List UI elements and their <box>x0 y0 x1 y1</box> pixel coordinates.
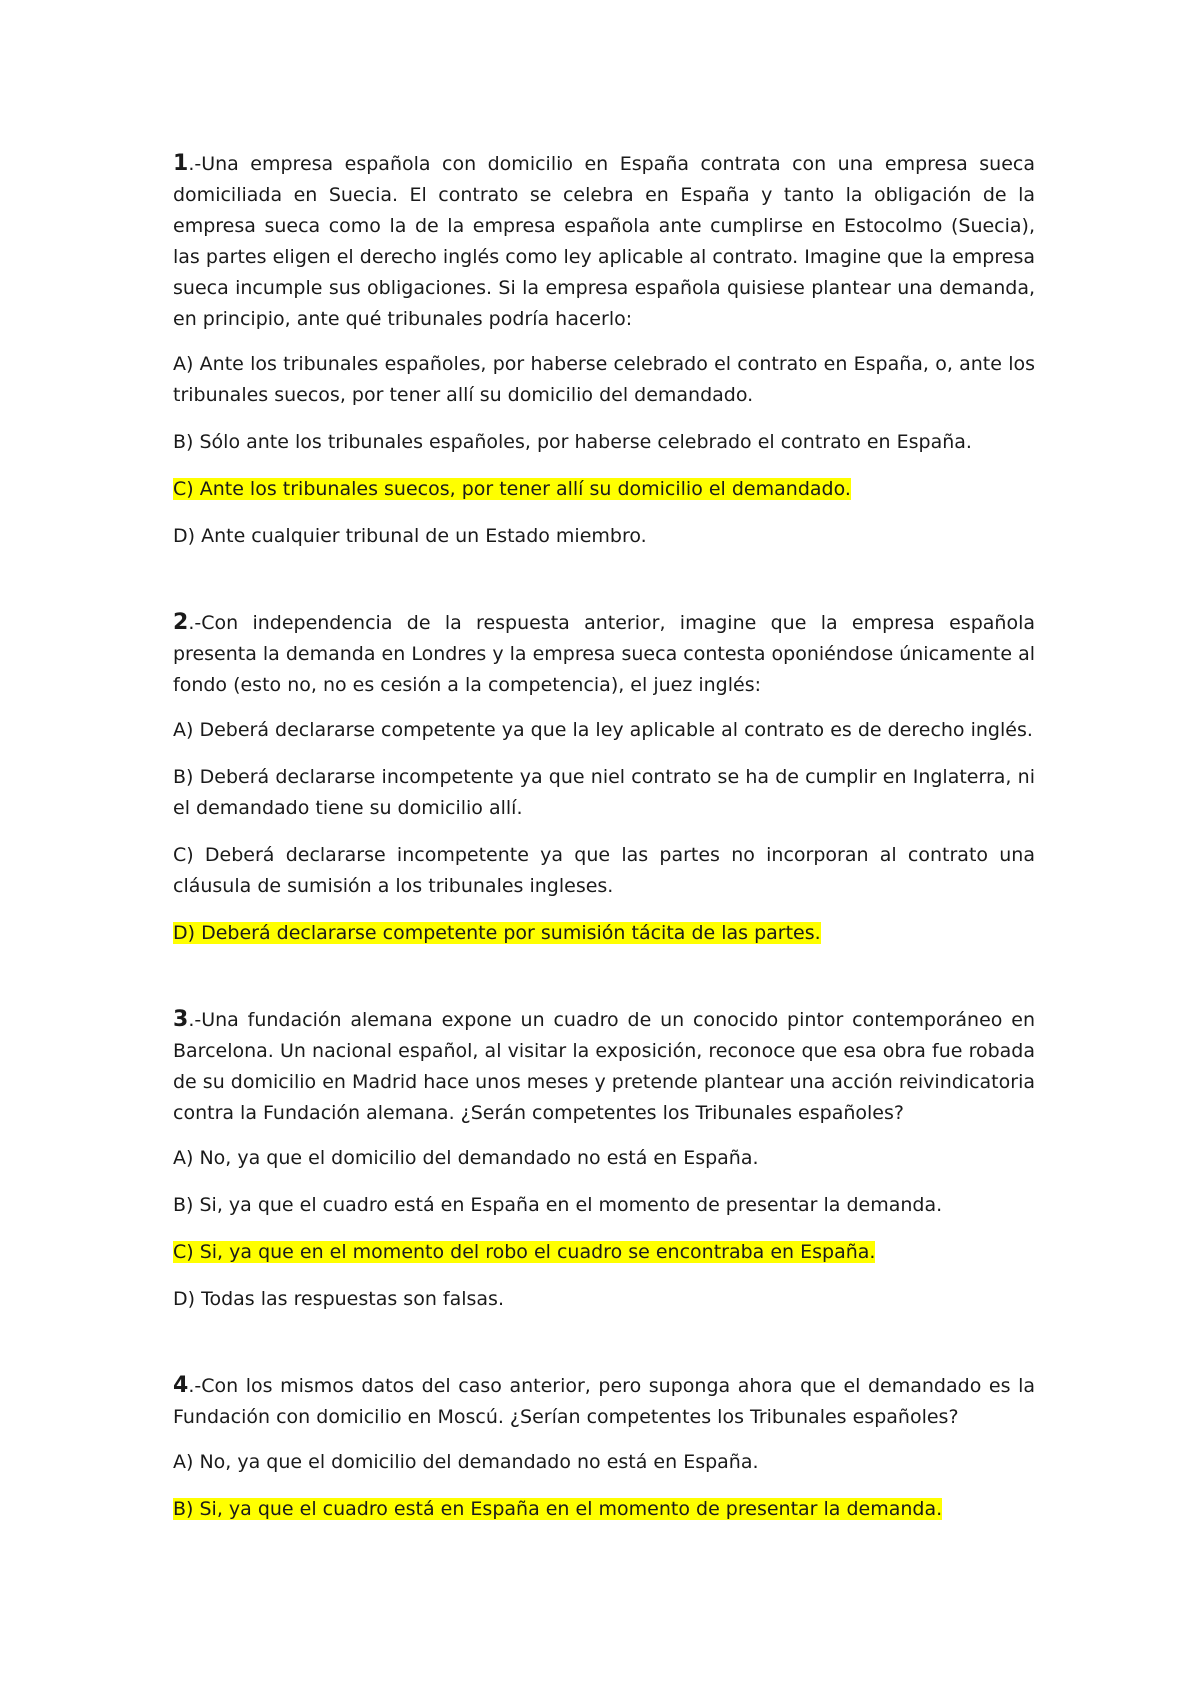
question-text: .-Una fundación alemana expone un cuadro de un conocido pintor contemporáneo en Barcelona. Un nacional español, al visitar la exposición, reconoce que esa obra fue robada de su domicilio en Madrid hace unos meses y pretende plantear una acción reivindicatoria contra la Fundación alemana. ¿Serán competentes los Tribunales españoles? <box>173 1009 1035 1124</box>
option-c <box>173 474 1035 505</box>
question-stem <box>173 148 1035 335</box>
option-d <box>173 521 1035 552</box>
question-text: .-Una empresa española con domicilio en España contrata con una empresa sueca domiciliada en Suecia. El contrato se celebra en España y tanto la obligación de la empresa sueca como la de la empresa española ante cumplirse en Estocolmo (Suecia), las partes eligen el derecho inglés como ley aplicable al contrato. Imagine que la empresa sueca incumple sus obligaciones. Si la empresa española quisiese plantear una demanda, en principio, ante qué tribunales podría hacerlo: <box>173 153 1035 330</box>
question-text: .-Con independencia de la respuesta anterior, imagine que la empresa española presenta la demanda en Londres y la empresa sueca contesta oponiéndose únicamente al fondo (esto no, no es cesión a la competencia), el juez inglés: <box>173 612 1036 696</box>
question-4 <box>173 1370 1035 1525</box>
highlighted-answer: C) Ante los tribunales suecos, por tener allí su domicilio el demandado. <box>173 478 851 500</box>
question-number: 4 <box>173 1373 189 1398</box>
option-b <box>173 427 1035 458</box>
question-stem <box>173 607 1035 701</box>
option-text: B) Si, ya que el cuadro está en España en el momento de presentar la demanda. <box>173 1194 943 1216</box>
option-text: A) No, ya que el domicilio del demandado no está en España. <box>173 1147 759 1169</box>
question-2 <box>173 607 1035 949</box>
option-text: B) Sólo ante los tribunales españoles, por haberse celebrado el contrato en España. <box>173 431 972 453</box>
option-text: D) Ante cualquier tribunal de un Estado miembro. <box>173 525 647 547</box>
option-text: A) Ante los tribunales españoles, por haberse celebrado el contrato en España, o, ante los tribunales suecos, por tener allí su domicilio del demandado. <box>173 353 1035 406</box>
option-text: D) Todas las respuestas son falsas. <box>173 1288 504 1310</box>
option-a <box>173 715 1035 746</box>
option-d <box>173 918 1035 949</box>
highlighted-answer: B) Si, ya que el cuadro está en España en el momento de presentar la demanda. <box>173 1498 943 1520</box>
option-a <box>173 1447 1035 1478</box>
option-d <box>173 1284 1035 1315</box>
question-stem <box>173 1370 1035 1433</box>
option-b <box>173 1190 1035 1221</box>
highlighted-answer: D) Deberá declararse competente por sumisión tácita de las partes. <box>173 922 821 944</box>
question-number: 1 <box>173 151 189 176</box>
option-a <box>173 349 1035 411</box>
question-number: 2 <box>173 610 189 635</box>
option-text: B) Deberá declararse incompetente ya que niel contrato se ha de cumplir en Inglaterra, ni el demandado tiene su domicilio allí. <box>173 766 1035 819</box>
question-text: .-Con los mismos datos del caso anterior, pero suponga ahora que el demandado es la Fundación con domicilio en Moscú. ¿Serían competentes los Tribunales españoles? <box>173 1375 1035 1428</box>
option-text: A) No, ya que el domicilio del demandado no está en España. <box>173 1451 759 1473</box>
question-stem <box>173 1004 1035 1129</box>
option-c <box>173 1237 1035 1268</box>
option-c <box>173 840 1035 902</box>
option-text: A) Deberá declararse competente ya que la ley aplicable al contrato es de derecho inglés. <box>173 719 1033 741</box>
question-1 <box>173 148 1035 552</box>
highlighted-answer: C) Si, ya que en el momento del robo el cuadro se encontraba en España. <box>173 1241 876 1263</box>
option-b <box>173 1494 1035 1525</box>
option-b <box>173 762 1035 824</box>
question-3 <box>173 1004 1035 1315</box>
question-number: 3 <box>173 1007 189 1032</box>
option-a <box>173 1143 1035 1174</box>
option-text: C) Deberá declararse incompetente ya que las partes no incorporan al contrato una cláusula de sumisión a los tribunales ingleses. <box>173 844 1035 897</box>
